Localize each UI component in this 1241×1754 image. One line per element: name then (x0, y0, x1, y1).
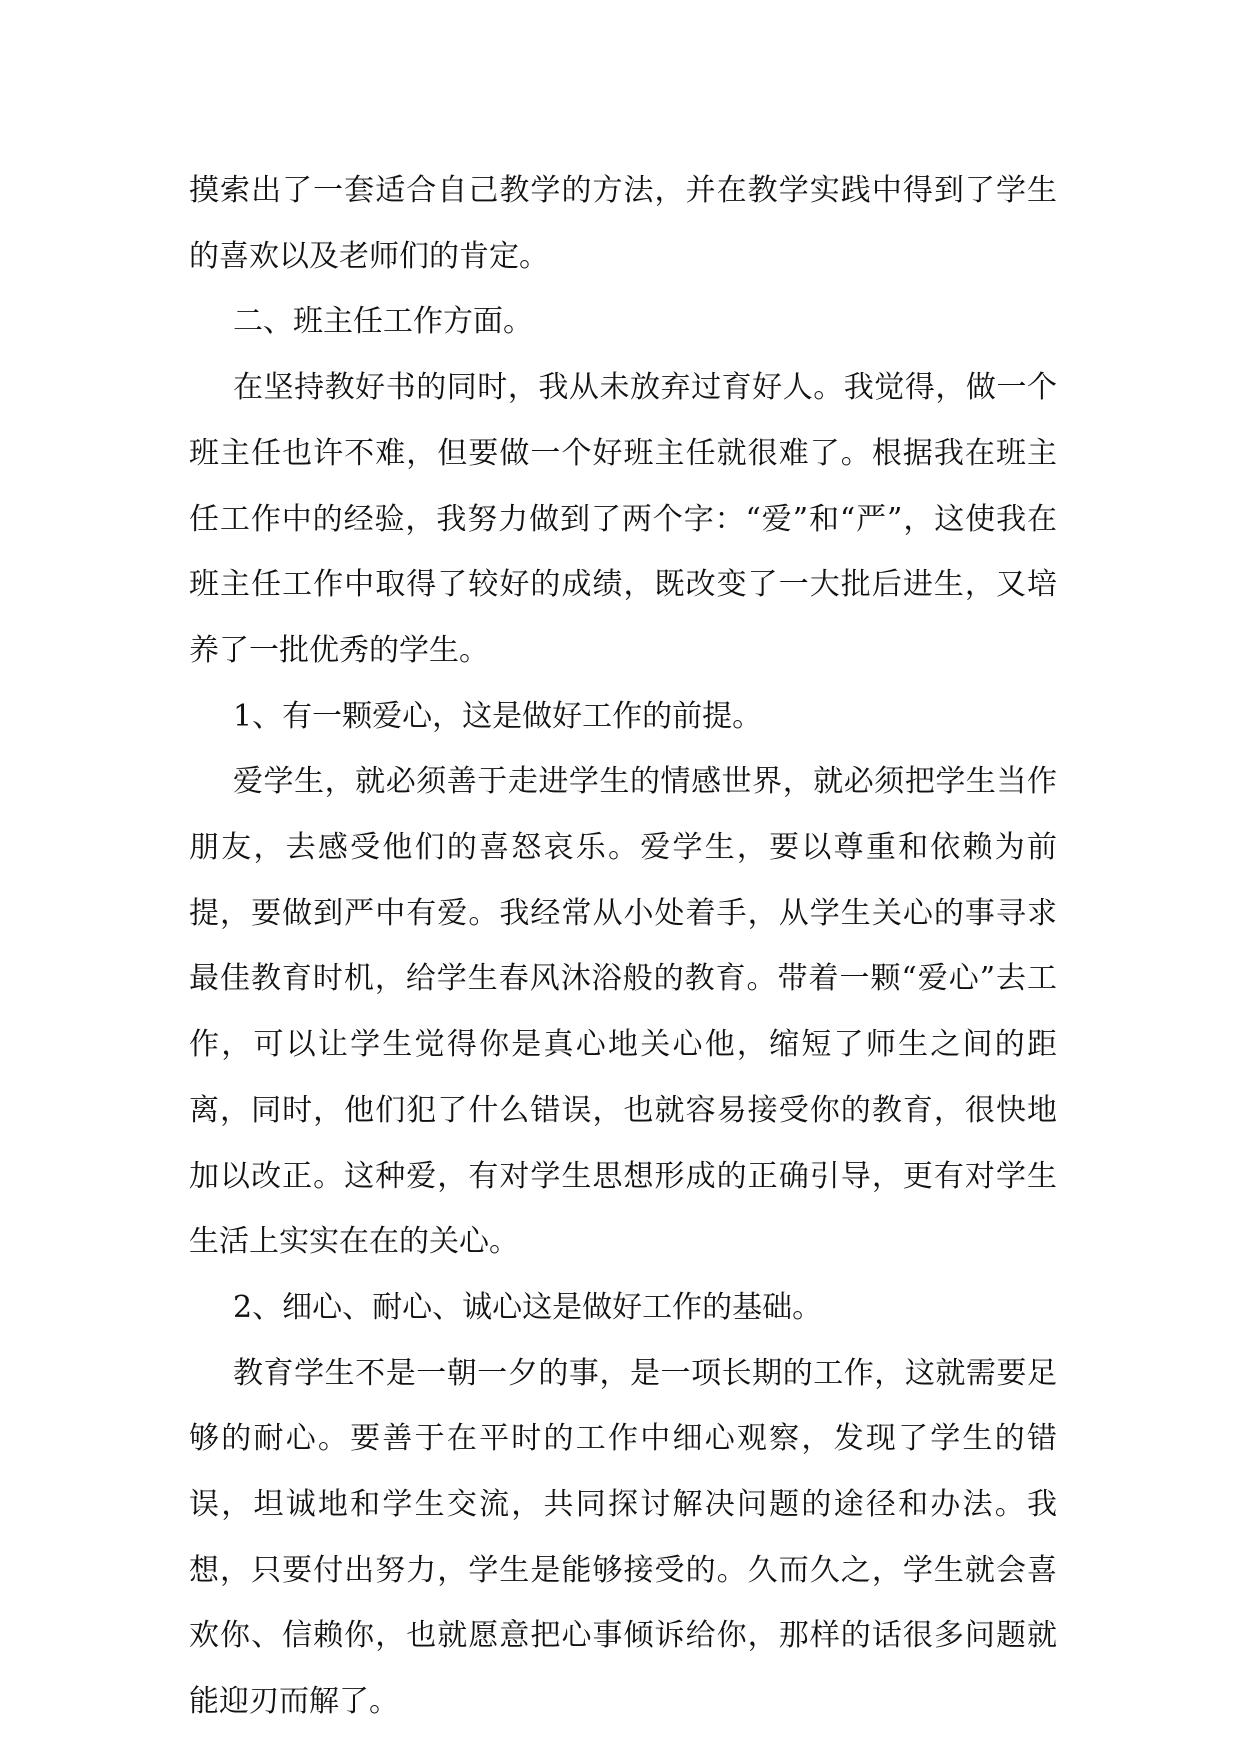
subheading-love: 1、有一颗爱心，这是做好工作的前提。 (233, 698, 763, 734)
paragraph-7: 教育学生不是一朝一夕的事，是一项长期的工作，这就需要足够的耐心。要善于在平时的工作中细心观察，发现了学生的错误，坦诚地和学生交流，共同探讨解决问题的途径和办法。我想，只要付出努力，学生是能够接受的。久而久之，学生就会喜欢你、信赖你，也就愿意把心事倾诉给你，那样的话很多问题就能迎刃而解了。 (189, 1355, 1057, 1720)
paragraph-3: 在坚持教好书的同时，我从未放弃过育好人。我觉得，做一个班主任也许不难，但要做一个好班主任就很难了。根据我在班主任工作中的经验，我努力做到了两个字：“爱”和“严”，这使我在班主任工作中取得了较好的成绩，既改变了一大批后进生，又培养了一批优秀的学生。 (189, 370, 1057, 668)
section-heading-class-teacher-work: 二、班主任工作方面。 (233, 304, 533, 340)
paragraph-5: 爱学生，就必须善于走进学生的情感世界，就必须把学生当作朋友，去感受他们的喜怒哀乐。爱学生，要以尊重和依赖为前提，要做到严中有爱。我经常从小处着手，从学生关心的事寻求最佳教育时机，给学生春风沐浴般的教育。带着一颗“爱心”去工作，可以让学生觉得你是真心地关心他，缩短了师生之间的距离，同时，他们犯了什么错误，也就容易接受你的教育，很快地加以改正。这种爱，有对学生思想形成的正确引导，更有对学生生活上实实在在的关心。 (189, 764, 1057, 1260)
document-body (189, 158, 1057, 1735)
subheading-patience: 2、细心、耐心、诚心这是做好工作的基础。 (233, 1289, 823, 1325)
paragraph-1: 摸索出了一套适合自己教学的方法，并在教学实践中得到了学生的喜欢以及老师们的肯定。 (189, 173, 1057, 274)
